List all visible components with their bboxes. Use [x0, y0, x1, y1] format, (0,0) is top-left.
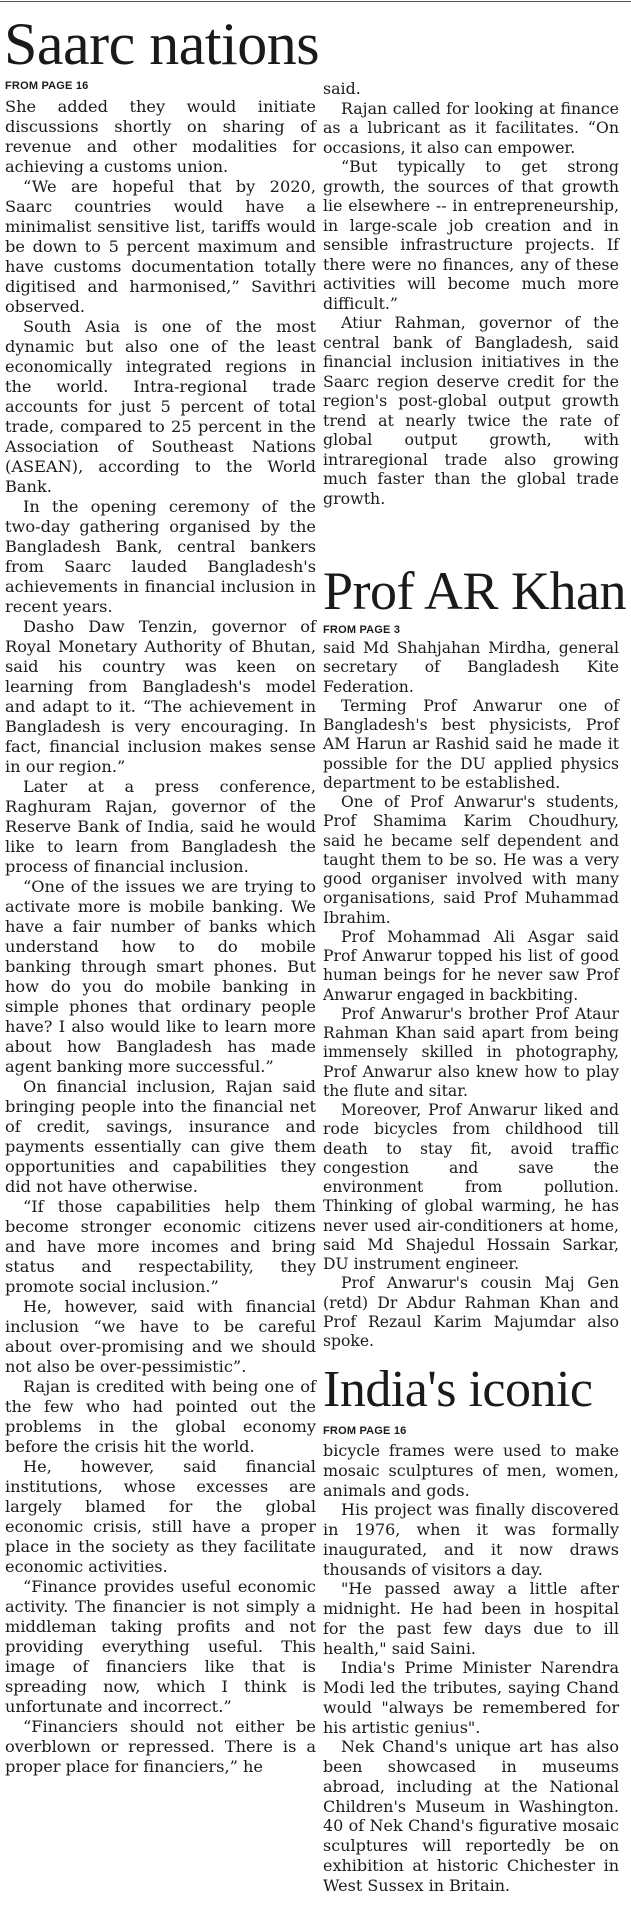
- jump-line-from-page-16-india: FROM PAGE 16: [323, 1425, 407, 1437]
- paragraph: “One of the issues we are trying to activate more is mobile banking. We have a fair number of banks which understand how to do mobile banking through smart phones. But how do you do mobile banking in simple phones that ordinary people have? I also would like to learn more about how Bangladesh has made agent banking more successful.”: [5, 877, 316, 1076]
- paragraph: One of Prof Anwarur's students, Prof Shamima Karim Choudhury, said he became self dependent and taught them to be so. He was a very good organiser involved with many organisations, said Prof Muhammad Ibrahim.: [323, 793, 619, 927]
- paragraph: said Md Shahjahan Mirdha, general secretary of Bangladesh Kite Federation.: [323, 639, 619, 696]
- article-prof-ar-khan-body: [323, 639, 619, 1351]
- paragraph: India's Prime Minister Narendra Modi led the tributes, saying Chand would "always be remembered for his artistic genius".: [323, 1658, 619, 1737]
- paragraph: “Finance provides useful economic activity. The financier is not simply a middleman taking profits and not providing everything useful. This image of financiers like that is spreading now, which I think is unfortunate and incorrect.”: [5, 1577, 316, 1716]
- paragraph: Rajan is credited with being one of the few who had pointed out the problems in the global economy before the crisis hit the world.: [5, 1377, 316, 1456]
- paragraph: He, however, said financial institutions, whose excesses are largely blamed for the global economic crisis, still have a proper place in the society as they facilitate economic activities.: [5, 1457, 316, 1576]
- paragraph: Terming Prof Anwarur one of Bangladesh's best physicists, Prof AM Harun ar Rashid said he made it possible for the DU applied physics department to be established.: [323, 696, 619, 792]
- paragraph: Later at a press conference, Raghuram Rajan, governor of the Reserve Bank of India, said he would like to learn from Bangladesh the process of financial inclusion.: [5, 777, 316, 876]
- paragraph: “If those capabilities help them become stronger economic citizens and have more incomes and bring status and respectability, they promote social inclusion.”: [5, 1197, 316, 1296]
- paragraph: Prof Anwarur's brother Prof Ataur Rahman Khan said apart from being immensely skilled in photography, Prof Anwarur also knew how to play the flute and sitar.: [323, 1004, 619, 1100]
- jump-line-from-page-3: FROM PAGE 3: [323, 624, 401, 636]
- paragraph: “Financiers should not either be overblown or repressed. There is a proper place for financiers,” he: [5, 1717, 316, 1776]
- paragraph: "He passed away a little after midnight. He had been in hospital for the past few days due to ill health," said Saini.: [323, 1579, 619, 1658]
- paragraph: He, however, said with financial inclusion “we have to be careful about over-promising and we should not also be over-pessimistic”.: [5, 1297, 316, 1376]
- article-saarc-body: [5, 97, 316, 1777]
- paragraph: “We are hopeful that by 2020, Saarc countries would have a minimalist sensitive list, tariffs would be down to 5 percent maximum and have customs documentation totally digitised and harmonised,” Savithri observed.: [5, 177, 316, 316]
- paragraph: Rajan called for looking at finance as a lubricant as it facilitates. “On occasions, it also can empower.: [323, 98, 619, 157]
- paragraph: Dasho Daw Tenzin, governor of Royal Monetary Authority of Bhutan, said his country was keen on learning from Bangladesh's model and adapt to it. “The achievement in Bangladesh is very encouraging. In fact, financial inclusion makes sense in our region.”: [5, 617, 316, 776]
- paragraph: South Asia is one of the most dynamic but also one of the least economically integrated regions in the world. Intra-regional trade accounts for just 5 percent of total trade, compared to 25 percent in the Association of Southeast Nations (ASEAN), according to the World Bank.: [5, 317, 316, 496]
- article-indias-iconic-body: [323, 1441, 619, 1895]
- jump-line-from-page-16: FROM PAGE 16: [5, 80, 89, 92]
- paragraph: Moreover, Prof Anwarur liked and rode bicycles from childhood till death to stay fit, avoid traffic congestion and save the environment from pollution. Thinking of global warming, he has never used air-conditioners at home, said Md Shajedul Hossain Sarkar, DU instrument engineer.: [323, 1101, 619, 1273]
- paragraph: said.: [323, 79, 361, 98]
- top-rule: [0, 1, 631, 2]
- paragraph: In the opening ceremony of the two-day gathering organised by the Bangladesh Bank, central bankers from Saarc lauded Bangladesh's achievements in financial inclusion in recent years.: [5, 497, 316, 616]
- paragraph: She added they would initiate discussions shortly on sharing of revenue and other modalities for achieving a customs union.: [5, 97, 316, 176]
- headline-saarc-nations: Saarc nations: [4, 11, 320, 77]
- headline-prof-ar-khan: Prof AR Khan: [323, 561, 626, 621]
- paragraph: Nek Chand's unique art has also been showcased in museums abroad, including at the National Children's Museum in Washington. 40 of Nek Chand's figurative mosaic sculptures will reportedly be on exhibition at historic Chichester in West Sussex in Britain.: [323, 1737, 619, 1895]
- paragraph: “But typically to get strong growth, the sources of that growth lie elsewhere -- in entrepreneurship, in large-scale job creation and in sensible infrastructure projects. If there were no finances, any of these activities will become much more difficult.”: [323, 157, 619, 313]
- article-saarc-continued: [323, 79, 619, 508]
- paragraph: bicycle frames were used to make mosaic sculptures of men, women, animals and gods.: [323, 1441, 619, 1500]
- paragraph: Atiur Rahman, governor of the central bank of Bangladesh, said financial inclusion initiatives in the Saarc region deserve credit for the region's post-global output growth trend at nearly twice the rate of global output growth, with intraregional trade also growing much faster than the global trade growth.: [323, 313, 619, 508]
- paragraph: His project was finally discovered in 1976, when it was formally inaugurated, and it now draws thousands of visitors a day.: [323, 1500, 619, 1579]
- headline-indias-iconic: India's iconic: [323, 1361, 593, 1418]
- paragraph: Prof Anwarur's cousin Maj Gen (retd) Dr Abdur Rahman Khan and Prof Rezaul Karim Majumdar also spoke.: [323, 1274, 619, 1350]
- paragraph: Prof Mohammad Ali Asgar said Prof Anwarur topped his list of good human beings for he never saw Prof Anwarur engaged in backbiting.: [323, 927, 619, 1004]
- paragraph: On financial inclusion, Rajan said bringing people into the financial net of credit, savings, insurance and payments essentially can give them opportunities and capabilities they did not have otherwise.: [5, 1077, 316, 1196]
